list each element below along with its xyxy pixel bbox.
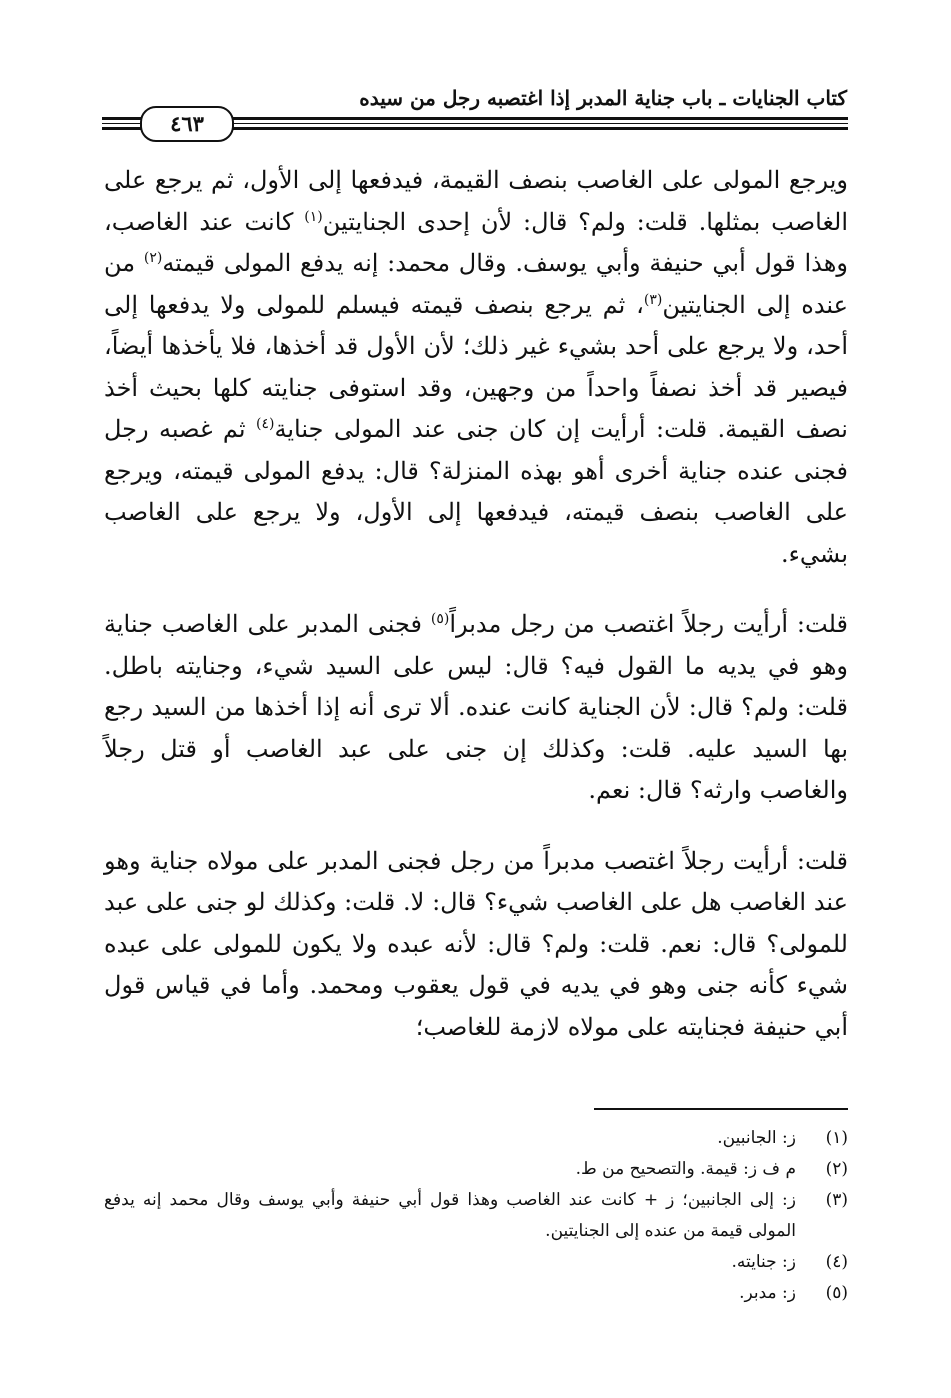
footnote-number: (٥) [825, 1283, 848, 1303]
footnote [104, 1247, 848, 1278]
paragraph-2 [104, 604, 848, 812]
footnote-ref[interactable]: (٣) [643, 291, 663, 308]
footnote-number: (٤) [825, 1252, 848, 1272]
footnote-text: ز: الجانبين. [717, 1128, 796, 1148]
footnote-ref[interactable]: (٤) [256, 416, 275, 432]
text-run: من عنده إلى الجنايتين [104, 249, 848, 319]
footnote [104, 1123, 848, 1154]
footnote-text: م ف ز: قيمة. والتصحيح من ط. [575, 1159, 796, 1179]
footnote-text: ز: إلى الجانبين؛ ز + كانت عند الغاصب وهذا قول أبي حنيفة وأبي يوسف وقال محمد إنه يدفع المولى قيمة من عنده إلى الجنايتين. [104, 1190, 796, 1241]
footnote-text: ز: مدبر. [739, 1283, 796, 1303]
text-run: ثم غصبه رجل فجنى عنده جناية أخرى أهو بهذه المنزلة؟ قال: يدفع المولى قيمته، ويرجع على الغاصب بنصف قيمته، فيدفعها إلى الأول، ولا يرجع على الغاصب بشيء. [104, 415, 848, 568]
footnote-ref[interactable]: (١) [304, 208, 323, 225]
text-run: قلت: أرأيت رجلاً اغتصب من رجل مدبراً [449, 610, 848, 638]
footnote-separator [594, 1108, 848, 1110]
footnotes [104, 1123, 848, 1309]
text-run: ويرجع المولى على الغاصب بنصف القيمة، فيدفعها إلى الأول، ثم يرجع على الغاصب بمثلها. قلت: ولم؟ قال: لأن إحدى الجنايتين [104, 166, 849, 236]
paragraph-3 [104, 841, 848, 1049]
footnote [104, 1154, 848, 1185]
footnote-number: (٣) [825, 1190, 848, 1210]
footnote [104, 1278, 848, 1309]
page-number: ٤٦٣ [140, 106, 234, 142]
text-run: ، ثم يرجع بنصف قيمته فيسلم للمولى ولا يدفعها إلى أحد، ولا يرجع على أحد بشيء غير ذلك؛ لأن الأول قد أخذها، فلا يأخذها أيضاً، فيصير قد أخذ نصفاً واحداً من وجهين، وقد استوفى جنايته كلها بحيث أخذ نصف القيمة. قلت: أرأيت إن كان جنى عند المولى جناية [104, 290, 848, 443]
footnote-ref[interactable]: (٥) [430, 611, 450, 627]
paragraph-1 [104, 160, 848, 575]
footnote-number: (٢) [825, 1159, 848, 1179]
footnote-text: ز: جنايته. [731, 1252, 796, 1272]
text-run: فجنى المدبر على الغاصب جناية وهو في يديه ما القول فيه؟ قال: ليس على السيد شيء، وجنايته باطل. قلت: ولم؟ قال: لأن الجناية كانت عنده. ألا ترى أنه إذا أخذها من السيد رجع بها السيد عليه. قلت: وكذلك إن جنى على عبد الغاصب أو قتل رجلاً والغاصب وارثه؟ قال: نعم. [104, 610, 848, 804]
running-title: كتاب الجنايات ـ باب جناية المدبر إذا اغتصبه رجل من سيده [359, 86, 847, 110]
footnote-number: (١) [825, 1128, 848, 1148]
text-run: قلت: أرأيت رجلاً اغتصب مدبراً من رجل فجنى المدبر على مولاه جناية وهو عند الغاصب هل على الغاصب شيء؟ قال: لا. قلت: وكذلك لو جنى على عبد للمولى؟ قال: نعم. قلت: ولم؟ قال: لأنه عبده ولا يكون للمولى على عبده شيء كأنه جنى وهو في يديه في قول يعقوب ومحمد. وأما في قياس قول أبي حنيفة فجنايته على مولاه لازمة للغاصب؛ [104, 846, 848, 1041]
footnote [104, 1185, 848, 1247]
body-text [104, 160, 848, 1048]
footnote-ref[interactable]: (٢) [143, 250, 163, 266]
text-run: كانت عند الغاصب، وهذا قول أبي حنيفة وأبي يوسف. وقال محمد: إنه يدفع المولى قيمته [104, 207, 848, 277]
